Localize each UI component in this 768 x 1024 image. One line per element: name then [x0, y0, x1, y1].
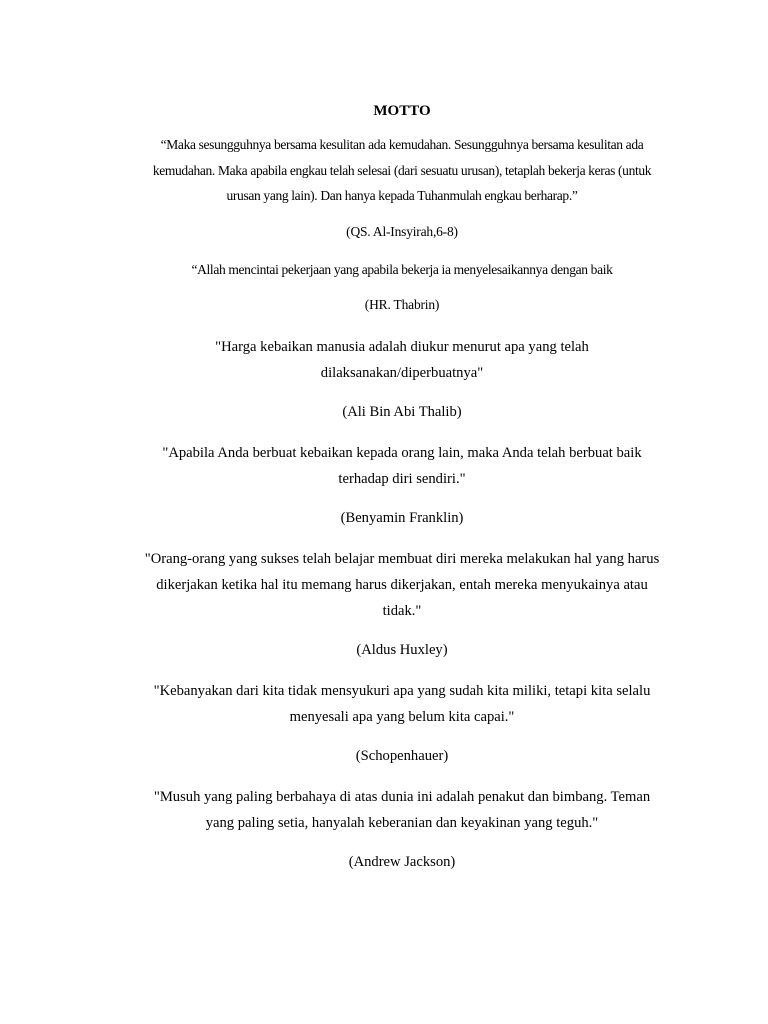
- quote-text: "Harga kebaikan manusia adalah diukur menurut apa yang telah dilaksanakan/diperbuatnya": [215, 339, 589, 381]
- quote-text: "Kebanyakan dari kita tidak mensyukuri apa yang sudah kita miliki, tetapi kita selalu menyesali apa yang belum kita capai.": [153, 683, 651, 725]
- motto-entry-2: [140, 257, 664, 317]
- motto-entry-4: [140, 440, 664, 529]
- quote-text: "Apabila Anda berbuat kebaikan kepada orang lain, maka Anda telah berbuat baik terhadap diri sendiri.": [162, 445, 642, 487]
- quote-source: (QS. Al-Insyirah,6-8): [346, 223, 458, 239]
- quote-text: "Musuh yang paling berbahaya di atas dunia ini adalah penakut dan bimbang. Teman yang paling setia, hanyalah keberanian dan keyakinan yang teguh.": [153, 789, 651, 831]
- quote-source: (Schopenhauer): [355, 748, 449, 764]
- motto-section: [140, 100, 664, 890]
- motto-entry-6: [140, 678, 664, 767]
- quote-text: “Maka sesungguhnya bersama kesulitan ada kemudahan. Sesungguhnya bersama kesulitan ada kemudahan. Maka apabila engkau telah selesai (dari sesuatu urusan), tetaplah bekerja keras (untuk urusan yang lain). Dan hanya kepada Tuhanmulah engkau berharap.”: [152, 137, 652, 203]
- motto-entry-5: [140, 546, 664, 661]
- motto-entry-3: [140, 334, 664, 423]
- quote-source: (HR. Thabrin): [364, 297, 440, 312]
- quote-source: (Ali Bin Abi Thalib): [342, 404, 462, 420]
- quote-source: (Benyamin Franklin): [340, 510, 464, 526]
- motto-entry-7: [140, 784, 664, 873]
- motto-entry-1: [140, 132, 664, 243]
- quote-source: (Andrew Jackson): [348, 854, 456, 870]
- page-title: MOTTO: [373, 103, 431, 119]
- quote-text: "Orang-orang yang sukses telah belajar membuat diri mereka melakukan hal yang harus dikerjakan ketika hal itu memang harus dikerjakan, entah mereka menyukainya atau tidak.": [144, 551, 660, 619]
- quote-text: “Allah mencintai pekerjaan yang apabila bekerja ia menyelesaikannya dengan baik: [191, 261, 613, 277]
- quote-source: (Aldus Huxley): [356, 642, 448, 658]
